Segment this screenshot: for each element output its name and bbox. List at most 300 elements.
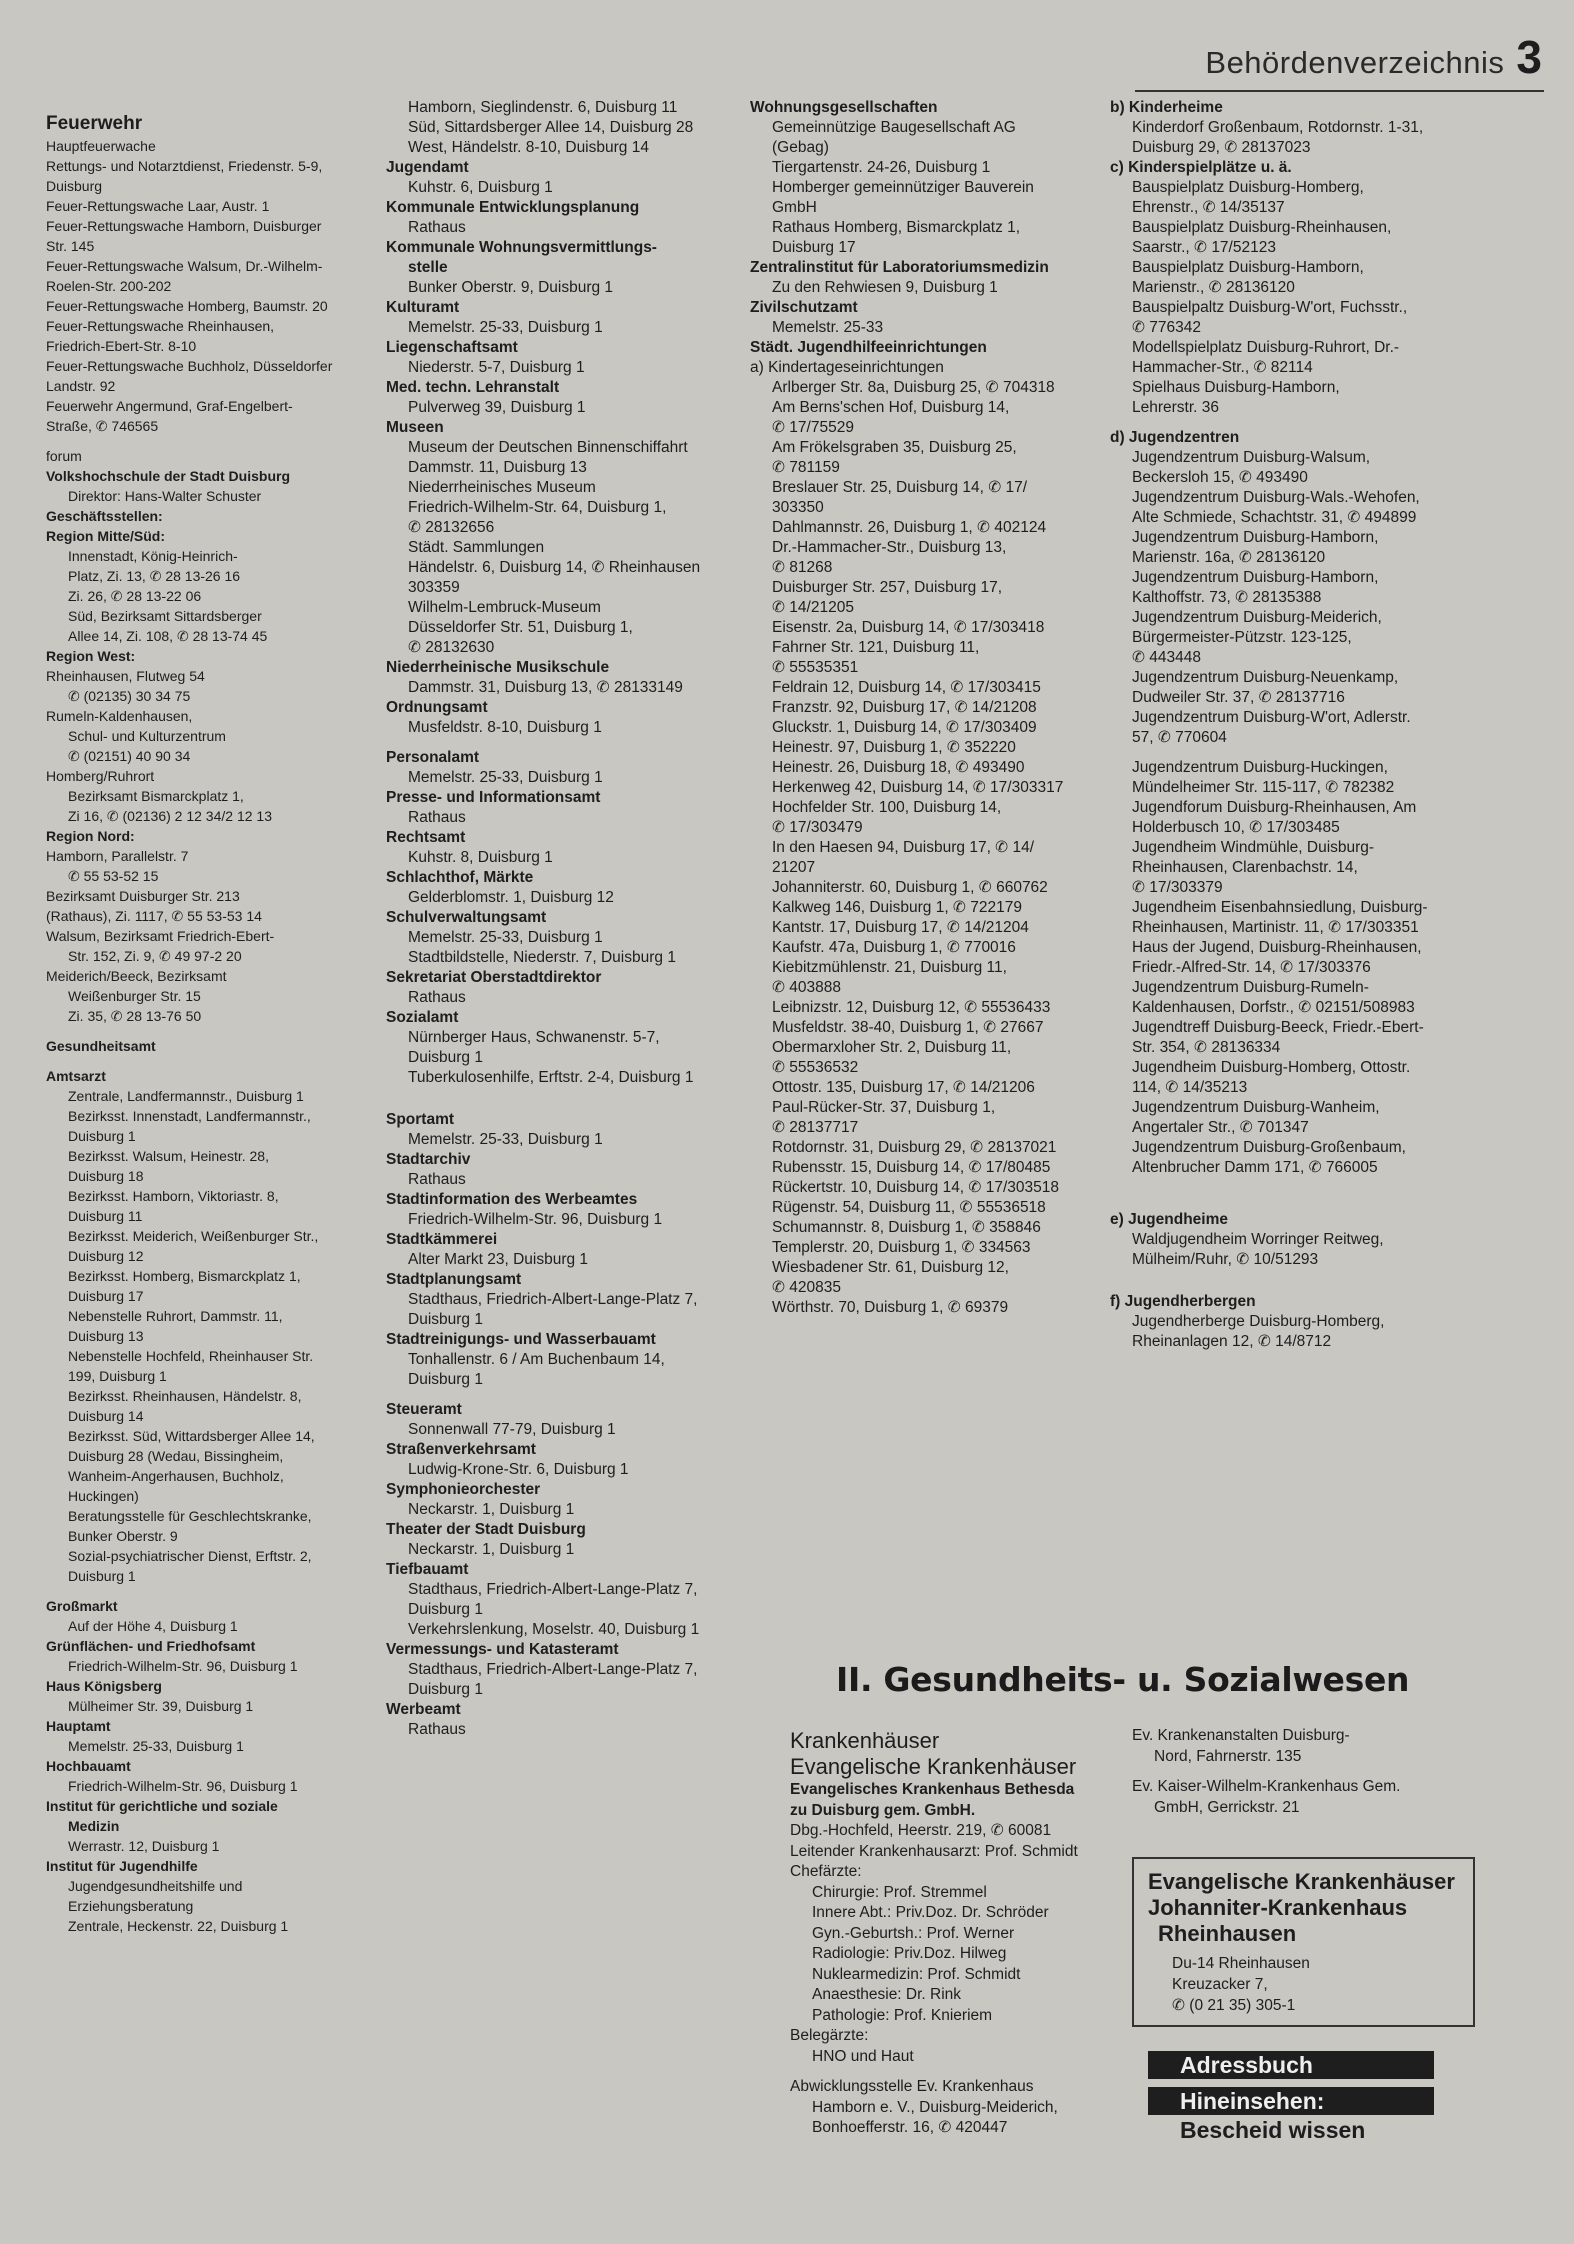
entry-line: Bezirksst. Rheinhausen, Händelstr. 8,	[68, 1388, 302, 1404]
entry-line: Jugendzentrum Duisburg-Meiderich,	[1132, 609, 1382, 626]
entry-line: forum	[46, 448, 82, 464]
entry-line: Tonhallenstr. 6 / Am Buchenbaum 14,	[408, 1351, 665, 1368]
entry-line: Str. 354, ✆ 28136334	[1132, 1039, 1281, 1056]
entry-heading: b) Kinderheime	[1110, 99, 1223, 116]
entry-line: Landstr. 92	[46, 378, 116, 394]
entry-heading: Stadtinformation des Werbeamtes	[386, 1191, 638, 1208]
entry-line: Duisburg 28 (Wedau, Bissingheim,	[68, 1448, 284, 1464]
entry-line: Zentrale, Landfermannstr., Duisburg 1	[68, 1088, 304, 1104]
entry-heading: Kommunale Entwicklungsplanung	[386, 199, 640, 216]
entry-heading: Theater der Stadt Duisburg	[386, 1521, 586, 1538]
entry-line: Rückertstr. 10, Duisburg 14, ✆ 17/303518	[772, 1179, 1059, 1196]
entry-line: Feuer-Rettungswache Hamborn, Duisburger	[46, 218, 322, 234]
entry-line: West, Händelstr. 8-10, Duisburg 14	[408, 139, 649, 156]
entry-heading: Ordnungsamt	[386, 699, 488, 716]
section-heading: II. Gesundheits- u. Sozialwesen	[836, 1660, 1410, 1699]
ad-title-3: Rheinhausen	[1158, 1921, 1297, 1946]
entry-heading: stelle	[408, 259, 448, 276]
entry-line: Nord, Fahrnerstr. 135	[1154, 1747, 1302, 1765]
entry-line: Huckingen)	[68, 1488, 139, 1504]
entry-line: Anaesthesie: Dr. Rink	[812, 1986, 962, 2003]
entry-line: Jugendheim Duisburg-Homberg, Ottostr.	[1132, 1059, 1411, 1076]
entry-line: Johanniterstr. 60, Duisburg 1, ✆ 660762	[772, 879, 1048, 896]
entry-line: Dahlmannstr. 26, Duisburg 1, ✆ 402124	[772, 519, 1047, 536]
entry-line: Heinestr. 26, Duisburg 18, ✆ 493490	[772, 759, 1025, 776]
entry-line: Chirurgie: Prof. Stremmel	[812, 1883, 987, 1901]
spacer	[1110, 1200, 1550, 1210]
entry-line: Gemeinnützige Baugesellschaft AG	[772, 119, 1016, 136]
entry-line: Holderbusch 10, ✆ 17/303485	[1132, 819, 1340, 836]
entry-line: Friedrich-Wilhelm-Str. 96, Duisburg 1	[408, 1211, 663, 1228]
spacer	[46, 436, 370, 446]
header-title: Behördenverzeichnis	[1205, 45, 1505, 80]
entry-line: Eisenstr. 2a, Duisburg 14, ✆ 17/303418	[772, 619, 1045, 636]
hospitals-side-block	[1132, 1726, 1432, 1818]
entry-line: ✆ 55 53-52 15	[68, 868, 159, 884]
entry-line: Direktor: Hans-Walter Schuster	[68, 488, 262, 504]
entry-heading: Feuerwehr	[46, 113, 143, 134]
entry-line: Rathaus	[408, 809, 466, 826]
entry-line: Städt. Sammlungen	[408, 539, 545, 556]
entry-line: Nuklearmedizin: Prof. Schmidt	[812, 1965, 1021, 1983]
entry-line: Jugendzentrum Duisburg-Wals.-Wehofen,	[1132, 489, 1420, 506]
entry-line: ✆ 28132656	[408, 519, 495, 536]
entry-heading: Kulturamt	[386, 299, 460, 316]
entry-line: Wörthstr. 70, Duisburg 1, ✆ 69379	[772, 1299, 1009, 1316]
entry-line: Friedr.-Alfred-Str. 14, ✆ 17/303376	[1132, 959, 1371, 976]
entry-line: HNO und Haut	[812, 2047, 914, 2065]
entry-line: Bezirksst. Hamborn, Viktoriastr. 8,	[68, 1188, 279, 1204]
entry-heading: Niederrheinische Musikschule	[386, 659, 610, 676]
entry-heading: Städt. Jugendhilfeeinrichtungen	[750, 339, 987, 356]
entry-line: Duisburg 1	[408, 1049, 483, 1066]
entry-heading: Hauptamt	[46, 1718, 111, 1734]
entry-line: Ev. Kaiser-Wilhelm-Krankenhaus Gem.	[1132, 1778, 1401, 1795]
entry-line: Duisburg 17	[772, 239, 856, 256]
hospitals-lines	[790, 1780, 1120, 2139]
entry-line: Feuerwehr Angermund, Graf-Engelbert-	[46, 398, 293, 414]
entry-line: Jugendtreff Duisburg-Beeck, Friedr.-Ebert-	[1132, 1019, 1424, 1036]
entry-line: Feuer-Rettungswache Laar, Austr. 1	[46, 198, 270, 214]
entry-line: Werrastr. 12, Duisburg 1	[68, 1838, 220, 1854]
entry-line: Wiesbadener Str. 61, Duisburg 12,	[772, 1259, 1009, 1276]
entry-line: Sonnenwall 77-79, Duisburg 1	[408, 1421, 616, 1438]
column-3	[750, 98, 1105, 1318]
entry-line: Zentrale, Heckenstr. 22, Duisburg 1	[68, 1918, 289, 1934]
entry-line: 303359	[408, 579, 460, 596]
entry-line: Niederstr. 5-7, Duisburg 1	[408, 359, 585, 376]
entry-line: Meiderich/Beeck, Bezirksamt	[46, 968, 227, 984]
entry-line: Bezirksst. Innenstadt, Landfermannstr.,	[68, 1108, 311, 1124]
entry-line: Bezirksst. Homberg, Bismarckplatz 1,	[68, 1268, 301, 1284]
entry-line: Memelstr. 25-33, Duisburg 1	[408, 1131, 603, 1148]
entry-line: Zu den Rehwiesen 9, Duisburg 1	[772, 279, 998, 296]
entry-line: Duisburg 1	[408, 1371, 483, 1388]
entry-line: Belegärzte:	[790, 2027, 869, 2044]
entry-heading: Stadtarchiv	[386, 1151, 471, 1168]
entry-heading: Schlachthof, Märkte	[386, 869, 534, 886]
promo-hineinsehen: Hineinsehen:	[1148, 2087, 1434, 2115]
hospital-ad-box	[1132, 1857, 1475, 2027]
entry-line: Homberg/Ruhrort	[46, 768, 155, 784]
entry-line: Pulverweg 39, Duisburg 1	[408, 399, 586, 416]
entry-line: Jugendzentrum Duisburg-Rumeln-	[1132, 979, 1369, 996]
spacer	[386, 1390, 726, 1400]
entry-heading: Steueramt	[386, 1401, 462, 1418]
entry-line: Duisburg 1	[408, 1681, 483, 1698]
entry-line: Duisburg 12	[68, 1248, 144, 1264]
entry-heading: Gesundheitsamt	[46, 1038, 156, 1054]
entry-line: Feuer-Rettungswache Homberg, Baumstr. 20	[46, 298, 328, 314]
entry-line: ✆ 781159	[772, 459, 840, 476]
column-4	[1110, 98, 1550, 1352]
entry-line: Tuberkulosenhilfe, Erftstr. 2-4, Duisburg 1	[408, 1069, 694, 1086]
entry-line: Straße, ✆ 746565	[46, 418, 159, 434]
entry-line: Bunker Oberstr. 9	[68, 1528, 178, 1544]
entry-line: Jugendzentrum Duisburg-W'ort, Adlerstr.	[1132, 709, 1411, 726]
entry-line: Weißenburger Str. 15	[68, 988, 201, 1004]
entry-heading: zu Duisburg gem. GmbH.	[790, 1801, 976, 1819]
hospitals-block	[790, 1728, 1120, 2139]
entry-heading: Kommunale Wohnungsvermittlungs-	[386, 239, 657, 256]
entry-line: Dr.-Hammacher-Str., Duisburg 13,	[772, 539, 1007, 556]
entry-line: Herkenweg 42, Duisburg 14, ✆ 17/303317	[772, 779, 1064, 796]
entry-line: ✆ (02151) 40 90 34	[68, 748, 191, 764]
entry-line: ✆ 81268	[772, 559, 833, 576]
spacer	[386, 1088, 726, 1110]
entry-line: Dammstr. 31, Duisburg 13, ✆ 28133149	[408, 679, 683, 696]
entry-line: ✆ 776342	[1132, 319, 1202, 336]
entry-line: Leibnizstr. 12, Duisburg 12, ✆ 55536433	[772, 999, 1051, 1016]
entry-line: Feuer-Rettungswache Buchholz, Düsseldorfer	[46, 358, 333, 374]
entry-line: ✆ 17/303379	[1132, 879, 1223, 896]
entry-line: Duisburg 1	[68, 1568, 136, 1584]
ad-address	[1172, 1953, 1459, 2016]
entry-line: Str. 145	[46, 238, 95, 254]
entry-line: Nebenstelle Ruhrort, Dammstr. 11,	[68, 1308, 283, 1324]
entry-line: (Gebag)	[772, 139, 829, 156]
entry-line: 199, Duisburg 1	[68, 1368, 167, 1384]
entry-line: Verkehrslenkung, Moselstr. 40, Duisburg 1	[408, 1621, 700, 1638]
entry-heading: Stadtplanungsamt	[386, 1271, 522, 1288]
ad-address-1: Du-14 Rheinhausen	[1172, 1955, 1310, 1972]
entry-line: Händelstr. 6, Duisburg 14, ✆ Rheinhausen	[408, 559, 701, 576]
entry-line: Dudweiler Str. 37, ✆ 28137716	[1132, 689, 1345, 706]
entry-line: Rheinhausen, Clarenbachstr. 14,	[1132, 859, 1358, 876]
hospitals-title: Krankenhäuser	[790, 1728, 940, 1753]
entry-line: ✆ 17/303479	[772, 819, 863, 836]
entry-line: Bauspielpaltz Duisburg-W'ort, Fuchsstr.,	[1132, 299, 1408, 316]
entry-line: Jugendzentrum Duisburg-Hamborn,	[1132, 569, 1379, 586]
entry-line: Wilhelm-Lembruck-Museum	[408, 599, 601, 616]
ad-phone: ✆ (0 21 35) 305-1	[1172, 1997, 1296, 2014]
entry-line: Rathaus	[408, 1721, 466, 1738]
entry-line: Friedrich-Ebert-Str. 8-10	[46, 338, 197, 354]
column-1	[46, 112, 370, 1936]
entry-heading: Institut für Jugendhilfe	[46, 1858, 198, 1874]
entry-line: Platz, Zi. 13, ✆ 28 13-26 16	[68, 568, 241, 584]
entry-line: (Rathaus), Zi. 1117, ✆ 55 53-53 14	[46, 908, 262, 924]
entry-line: Alter Markt 23, Duisburg 1	[408, 1251, 589, 1268]
entry-line: Beckersloh 15, ✆ 493490	[1132, 469, 1308, 486]
entry-heading: Region Nord:	[46, 828, 135, 844]
entry-heading: d) Jugendzentren	[1110, 429, 1240, 446]
entry-heading: Symphonieorchester	[386, 1481, 541, 1498]
entry-line: Arlberger Str. 8a, Duisburg 25, ✆ 704318	[772, 379, 1055, 396]
entry-line: Rotdornstr. 31, Duisburg 29, ✆ 28137021	[772, 1139, 1057, 1156]
entry-line: Duisburg 29, ✆ 28137023	[1132, 139, 1311, 156]
entry-line: 57, ✆ 770604	[1132, 729, 1227, 746]
entry-line: Musfeldstr. 38-40, Duisburg 1, ✆ 27667	[772, 1019, 1044, 1036]
entry-line: Hauptfeuerwache	[46, 138, 156, 154]
entry-line: Kuhstr. 8, Duisburg 1	[408, 849, 553, 866]
entry-heading: Werbeamt	[386, 1701, 461, 1718]
entry-line: Rathaus	[408, 989, 466, 1006]
entry-line: Friedrich-Wilhelm-Str. 64, Duisburg 1,	[408, 499, 667, 516]
entry-line: Rheinhausen, Flutweg 54	[46, 668, 205, 684]
entry-line: a) Kindertageseinrichtungen	[750, 359, 944, 376]
entry-line: Erziehungsberatung	[68, 1898, 194, 1914]
entry-line: Bonhoefferstr. 16, ✆ 420447	[812, 2119, 1008, 2136]
entry-line: Hochfelder Str. 100, Duisburg 14,	[772, 799, 1002, 816]
entry-line: Tiergartenstr. 24-26, Duisburg 1	[772, 159, 991, 176]
entry-line: Beratungsstelle für Geschlechtskranke,	[68, 1508, 312, 1524]
entry-line: ✆ 28132630	[408, 639, 495, 656]
entry-line: Kinderdorf Großenbaum, Rotdornstr. 1-31,	[1132, 119, 1424, 136]
entry-heading: Volkshochschule der Stadt Duisburg	[46, 468, 291, 484]
entry-line: Bezirksamt Duisburger Str. 213	[46, 888, 240, 904]
entry-line: Kalkweg 146, Duisburg 1, ✆ 722179	[772, 899, 1022, 916]
entry-line: Nürnberger Haus, Schwanenstr. 5-7,	[408, 1029, 660, 1046]
entry-heading: Region Mitte/Süd:	[46, 528, 165, 544]
entry-line: Zi. 35, ✆ 28 13-76 50	[68, 1008, 202, 1024]
entry-heading: Tiefbauamt	[386, 1561, 469, 1578]
entry-line: Kiebitzmühlenstr. 21, Duisburg 11,	[772, 959, 1007, 976]
entry-line: Rubensstr. 15, Duisburg 14, ✆ 17/80485	[772, 1159, 1051, 1176]
spacer	[1132, 1767, 1432, 1777]
entry-line: Neckarstr. 1, Duisburg 1	[408, 1541, 575, 1558]
entry-line: 21207	[772, 859, 816, 876]
entry-heading: Stadtreinigungs- und Wasserbauamt	[386, 1331, 656, 1348]
entry-line: Pathologie: Prof. Knieriem	[812, 2006, 993, 2024]
entry-line: Duisburg 1	[68, 1128, 136, 1144]
entry-heading: Med. techn. Lehranstalt	[386, 379, 560, 396]
entry-line: Memelstr. 25-33, Duisburg 1	[408, 769, 603, 786]
entry-line: Jugendforum Duisburg-Rheinhausen, Am	[1132, 799, 1417, 816]
entry-line: Leitender Krankenhausarzt: Prof. Schmidt	[790, 1842, 1078, 1860]
entry-line: Jugendherberge Duisburg-Homberg,	[1132, 1313, 1385, 1330]
entry-heading: Personalamt	[386, 749, 480, 766]
spacer	[1110, 748, 1550, 758]
entry-line: Bunker Oberstr. 9, Duisburg 1	[408, 279, 614, 296]
entry-line: Gluckstr. 1, Duisburg 14, ✆ 17/303409	[772, 719, 1037, 736]
entry-line: Jugendzentrum Duisburg-Huckingen,	[1132, 759, 1388, 776]
entry-line: Hammacher-Str., ✆ 82114	[1132, 359, 1313, 376]
entry-line: Radiologie: Priv.Doz. Hilweg	[812, 1945, 1007, 1962]
entry-line: Jugendzentrum Duisburg-Walsum,	[1132, 449, 1371, 466]
entry-line: Memelstr. 25-33, Duisburg 1	[68, 1738, 244, 1754]
entry-line: Museum der Deutschen Binnenschiffahrt	[408, 439, 688, 456]
entry-line: Friedrich-Wilhelm-Str. 96, Duisburg 1	[68, 1658, 298, 1674]
entry-line: Duisburg	[46, 178, 103, 194]
entry-heading: Amtsarzt	[46, 1068, 106, 1084]
entry-heading: Sekretariat Oberstadtdirektor	[386, 969, 602, 986]
entry-line: Bauspielplatz Duisburg-Hamborn,	[1132, 259, 1364, 276]
entry-line: Heinestr. 97, Duisburg 1, ✆ 352220	[772, 739, 1016, 756]
entry-line: Ludwig-Krone-Str. 6, Duisburg 1	[408, 1461, 629, 1478]
entry-heading: Liegenschaftsamt	[386, 339, 518, 356]
entry-heading: Jugendamt	[386, 159, 469, 176]
entry-line: Rumeln-Kaldenhausen,	[46, 708, 193, 724]
entry-line: Niederrheinisches Museum	[408, 479, 596, 496]
entry-heading: Institut für gerichtliche und soziale	[46, 1798, 278, 1814]
entry-heading: Museen	[386, 419, 444, 436]
entry-line: Feldrain 12, Duisburg 14, ✆ 17/303415	[772, 679, 1041, 696]
entry-heading: f) Jugendherbergen	[1110, 1293, 1256, 1310]
entry-line: Wanheim-Angerhausen, Buchholz,	[68, 1468, 284, 1484]
entry-line: Innenstadt, König-Heinrich-	[68, 548, 238, 564]
entry-line: Rügenstr. 54, Duisburg 11, ✆ 55536518	[772, 1199, 1046, 1216]
entry-line: Dammstr. 11, Duisburg 13	[408, 459, 587, 476]
entry-line: Ehrenstr., ✆ 14/35137	[1132, 199, 1285, 216]
entry-line: Stadthaus, Friedrich-Albert-Lange-Platz 7,	[408, 1291, 698, 1308]
entry-line: Jugendheim Eisenbahnsiedlung, Duisburg-	[1132, 899, 1428, 916]
entry-line: Schul- und Kulturzentrum	[68, 728, 226, 744]
entry-line: ✆ 55535351	[772, 659, 859, 676]
entry-line: ✆ (02135) 30 34 75	[68, 688, 191, 704]
entry-line: Haus der Jugend, Duisburg-Rheinhausen,	[1132, 939, 1422, 956]
spacer	[46, 1056, 370, 1066]
entry-line: Angertaler Str., ✆ 701347	[1132, 1119, 1309, 1136]
entry-line: 303350	[772, 499, 824, 516]
entry-line: Obermarxloher Str. 2, Duisburg 11,	[772, 1039, 1012, 1056]
entry-line: Memelstr. 25-33, Duisburg 1	[408, 319, 603, 336]
entry-line: Kantstr. 17, Duisburg 17, ✆ 14/21204	[772, 919, 1029, 936]
spacer	[386, 738, 726, 748]
entry-line: Memelstr. 25-33, Duisburg 1	[408, 929, 603, 946]
entry-line: ✆ 28137717	[772, 1119, 859, 1136]
entry-heading: Grünflächen- und Friedhofsamt	[46, 1638, 256, 1654]
entry-line: Alte Schmiede, Schachtstr. 31, ✆ 494899	[1132, 509, 1417, 526]
entry-heading: Evangelisches Krankenhaus Bethesda	[790, 1781, 1075, 1798]
entry-line: Duisburger Str. 257, Duisburg 17,	[772, 579, 1003, 596]
entry-line: Marienstr. 16a, ✆ 28136120	[1132, 549, 1326, 566]
entry-line: Rheinanlagen 12, ✆ 14/8712	[1132, 1333, 1332, 1350]
entry-line: Dbg.-Hochfeld, Heerstr. 219, ✆ 60081	[790, 1822, 1052, 1839]
entry-heading: Medizin	[68, 1818, 120, 1834]
entry-line: Hamborn, Sieglindenstr. 6, Duisburg 11	[408, 99, 678, 116]
entry-line: Duisburg 1	[408, 1311, 483, 1328]
entry-line: Jugendzentrum Duisburg-Hamborn,	[1132, 529, 1379, 546]
entry-line: Abwicklungsstelle Ev. Krankenhaus	[790, 2078, 1034, 2095]
entry-heading: Rechtsamt	[386, 829, 466, 846]
entry-line: Kuhstr. 6, Duisburg 1	[408, 179, 553, 196]
entry-heading: Stadtkämmerei	[386, 1231, 498, 1248]
entry-heading: c) Kinderspielplätze u. ä.	[1110, 159, 1292, 176]
entry-line: ✆ 55536532	[772, 1059, 859, 1076]
entry-heading: Sozialamt	[386, 1009, 459, 1026]
spacer	[46, 1586, 370, 1596]
spacer	[790, 2067, 1120, 2077]
entry-line: Rettungs- und Notarztdienst, Friedenstr. 5-9,	[46, 158, 323, 174]
entry-line: Feuer-Rettungswache Rheinhausen,	[46, 318, 275, 334]
entry-line: Homberger gemeinnütziger Bauverein	[772, 179, 1034, 196]
entry-line: Am Frökelsgraben 35, Duisburg 25,	[772, 439, 1017, 456]
column-2	[386, 98, 726, 1740]
entry-heading: Geschäftsstellen:	[46, 508, 163, 524]
entry-line: ✆ 443448	[1132, 649, 1202, 666]
entry-line: Marienstr., ✆ 28136120	[1132, 279, 1295, 296]
entry-line: Hamborn, Parallelstr. 7	[46, 848, 189, 864]
entry-line: Jugendheim Windmühle, Duisburg-	[1132, 839, 1375, 856]
entry-line: In den Haesen 94, Duisburg 17, ✆ 14/	[772, 839, 1035, 856]
entry-line: Bezirksamt Bismarckplatz 1,	[68, 788, 244, 804]
entry-line: Stadthaus, Friedrich-Albert-Lange-Platz 7,	[408, 1661, 698, 1678]
spacer	[1110, 1270, 1550, 1292]
entry-line: Rheinhausen, Martinistr. 11, ✆ 17/303351	[1132, 919, 1419, 936]
hospitals-subtitle: Evangelische Krankenhäuser	[790, 1754, 1077, 1779]
header-rule	[1135, 90, 1544, 92]
entry-line: Saarstr., ✆ 17/52123	[1132, 239, 1276, 256]
entry-line: Mülheim/Ruhr, ✆ 10/51293	[1132, 1251, 1319, 1268]
entry-heading: Sportamt	[386, 1111, 455, 1128]
entry-line: Jugendzentrum Duisburg-Wanheim,	[1132, 1099, 1380, 1116]
entry-line: Roelen-Str. 200-202	[46, 278, 172, 294]
entry-line: Kaufstr. 47a, Duisburg 1, ✆ 770016	[772, 939, 1016, 956]
entry-line: Allee 14, Zi. 108, ✆ 28 13-74 45	[68, 628, 268, 644]
entry-line: Duisburg 1	[408, 1601, 483, 1618]
page-header	[1205, 30, 1542, 84]
entry-line: GmbH	[772, 199, 817, 216]
entry-line: Lehrerstr. 36	[1132, 399, 1220, 416]
entry-line: Am Berns'schen Hof, Duisburg 14,	[772, 399, 1010, 416]
entry-line: Süd, Bezirksamt Sittardsberger	[68, 608, 262, 624]
entry-line: Gyn.-Geburtsh.: Prof. Werner	[812, 1924, 1015, 1942]
entry-line: ✆ 17/75529	[772, 419, 854, 436]
entry-line: Musfeldstr. 8-10, Duisburg 1	[408, 719, 602, 736]
entry-line: Mülheimer Str. 39, Duisburg 1	[68, 1698, 254, 1714]
entry-line: Duisburg 18	[68, 1168, 144, 1184]
entry-line: Templerstr. 20, Duisburg 1, ✆ 334563	[772, 1239, 1031, 1256]
spacer	[46, 1026, 370, 1036]
entry-line: Feuer-Rettungswache Walsum, Dr.-Wilhelm-	[46, 258, 323, 274]
promo-bescheid: Bescheid wissen	[1180, 2117, 1366, 2143]
entry-line: Hamborn e. V., Duisburg-Meiderich,	[812, 2098, 1058, 2116]
entry-line: Duisburg 11	[68, 1208, 143, 1224]
entry-line: Duisburg 13	[68, 1328, 144, 1344]
page-number: 3	[1516, 31, 1542, 83]
entry-line: Zi. 26, ✆ 28 13-22 06	[68, 588, 202, 604]
spacer	[1110, 1178, 1550, 1200]
entry-line: Süd, Sittardsberger Allee 14, Duisburg 28	[408, 119, 694, 136]
entry-line: Auf der Höhe 4, Duisburg 1	[68, 1618, 238, 1634]
entry-line: GmbH, Gerrickstr. 21	[1154, 1798, 1300, 1816]
entry-line: Modellspielplatz Duisburg-Ruhrort, Dr.-	[1132, 339, 1400, 356]
entry-line: Altenbrucher Damm 171, ✆ 766005	[1132, 1159, 1378, 1176]
entry-line: Spielhaus Duisburg-Hamborn,	[1132, 379, 1340, 396]
entry-line: Franzstr. 92, Duisburg 17, ✆ 14/21208	[772, 699, 1037, 716]
entry-line: ✆ 420835	[772, 1279, 842, 1296]
entry-line: 114, ✆ 14/35213	[1132, 1079, 1248, 1096]
entry-line: Rathaus	[408, 1171, 466, 1188]
entry-line: Breslauer Str. 25, Duisburg 14, ✆ 17/	[772, 479, 1028, 496]
entry-line: Duisburg 17	[68, 1288, 144, 1304]
entry-line: Rathaus	[408, 219, 466, 236]
entry-line: Bürgermeister-Pützstr. 123-125,	[1132, 629, 1352, 646]
spacer	[1110, 418, 1550, 428]
entry-line: Waldjugendheim Worringer Reitweg,	[1132, 1231, 1384, 1248]
entry-heading: Hochbauamt	[46, 1758, 131, 1774]
